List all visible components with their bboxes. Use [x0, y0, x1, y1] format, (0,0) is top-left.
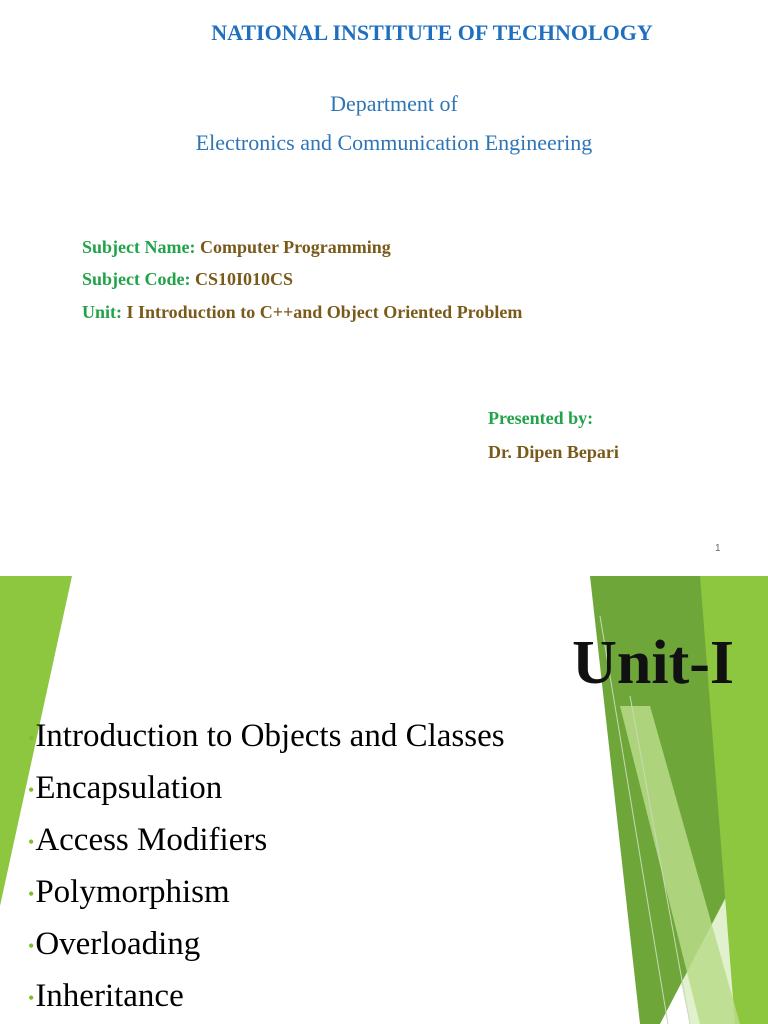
presenter-name: Dr. Dipen Bepari [488, 442, 619, 462]
subject-code-row [82, 269, 293, 290]
subject-name-row [82, 237, 391, 258]
unit-row [82, 302, 522, 323]
topic-label: Inheritance [35, 978, 184, 1014]
presented-by-label: Presented by: [488, 408, 594, 428]
bullet-icon: • [28, 988, 35, 1009]
bullet-icon: • [28, 780, 35, 801]
unit-title: Unit-I [572, 629, 734, 697]
bullet-icon: • [28, 884, 35, 905]
topic-list [28, 710, 505, 1022]
topic-label: Encapsulation [35, 770, 223, 806]
list-item [28, 866, 505, 918]
subject-name-label: Subject Name: [82, 237, 196, 257]
subject-code-label: Subject Code: [82, 269, 191, 289]
topic-label: Polymorphism [35, 874, 230, 910]
bullet-icon: • [28, 728, 35, 749]
unit-label: Unit: [82, 302, 122, 322]
subject-code-value: CS10I010CS [195, 269, 294, 289]
list-item [28, 918, 505, 970]
topic-label: Introduction to Objects and Classes [35, 718, 505, 754]
bullet-icon: • [28, 936, 35, 957]
list-item [28, 710, 505, 762]
institute-name: NATIONAL INSTITUTE OF TECHNOLOGY [211, 20, 653, 45]
list-item [28, 762, 505, 814]
subject-name-value: Computer Programming [199, 237, 391, 257]
list-item [28, 814, 505, 866]
department-line-2: Electronics and Communication Engineering [195, 130, 593, 155]
page-number: 1 [715, 543, 721, 554]
bullet-icon: • [28, 832, 35, 853]
unit-slide [0, 576, 768, 1024]
topic-label: Access Modifiers [35, 822, 268, 858]
list-item [28, 970, 505, 1022]
department-line-1: Department of [330, 91, 458, 116]
unit-value: I Introduction to C++and Object Oriented Problem [126, 302, 523, 322]
topic-label: Overloading [35, 926, 201, 962]
